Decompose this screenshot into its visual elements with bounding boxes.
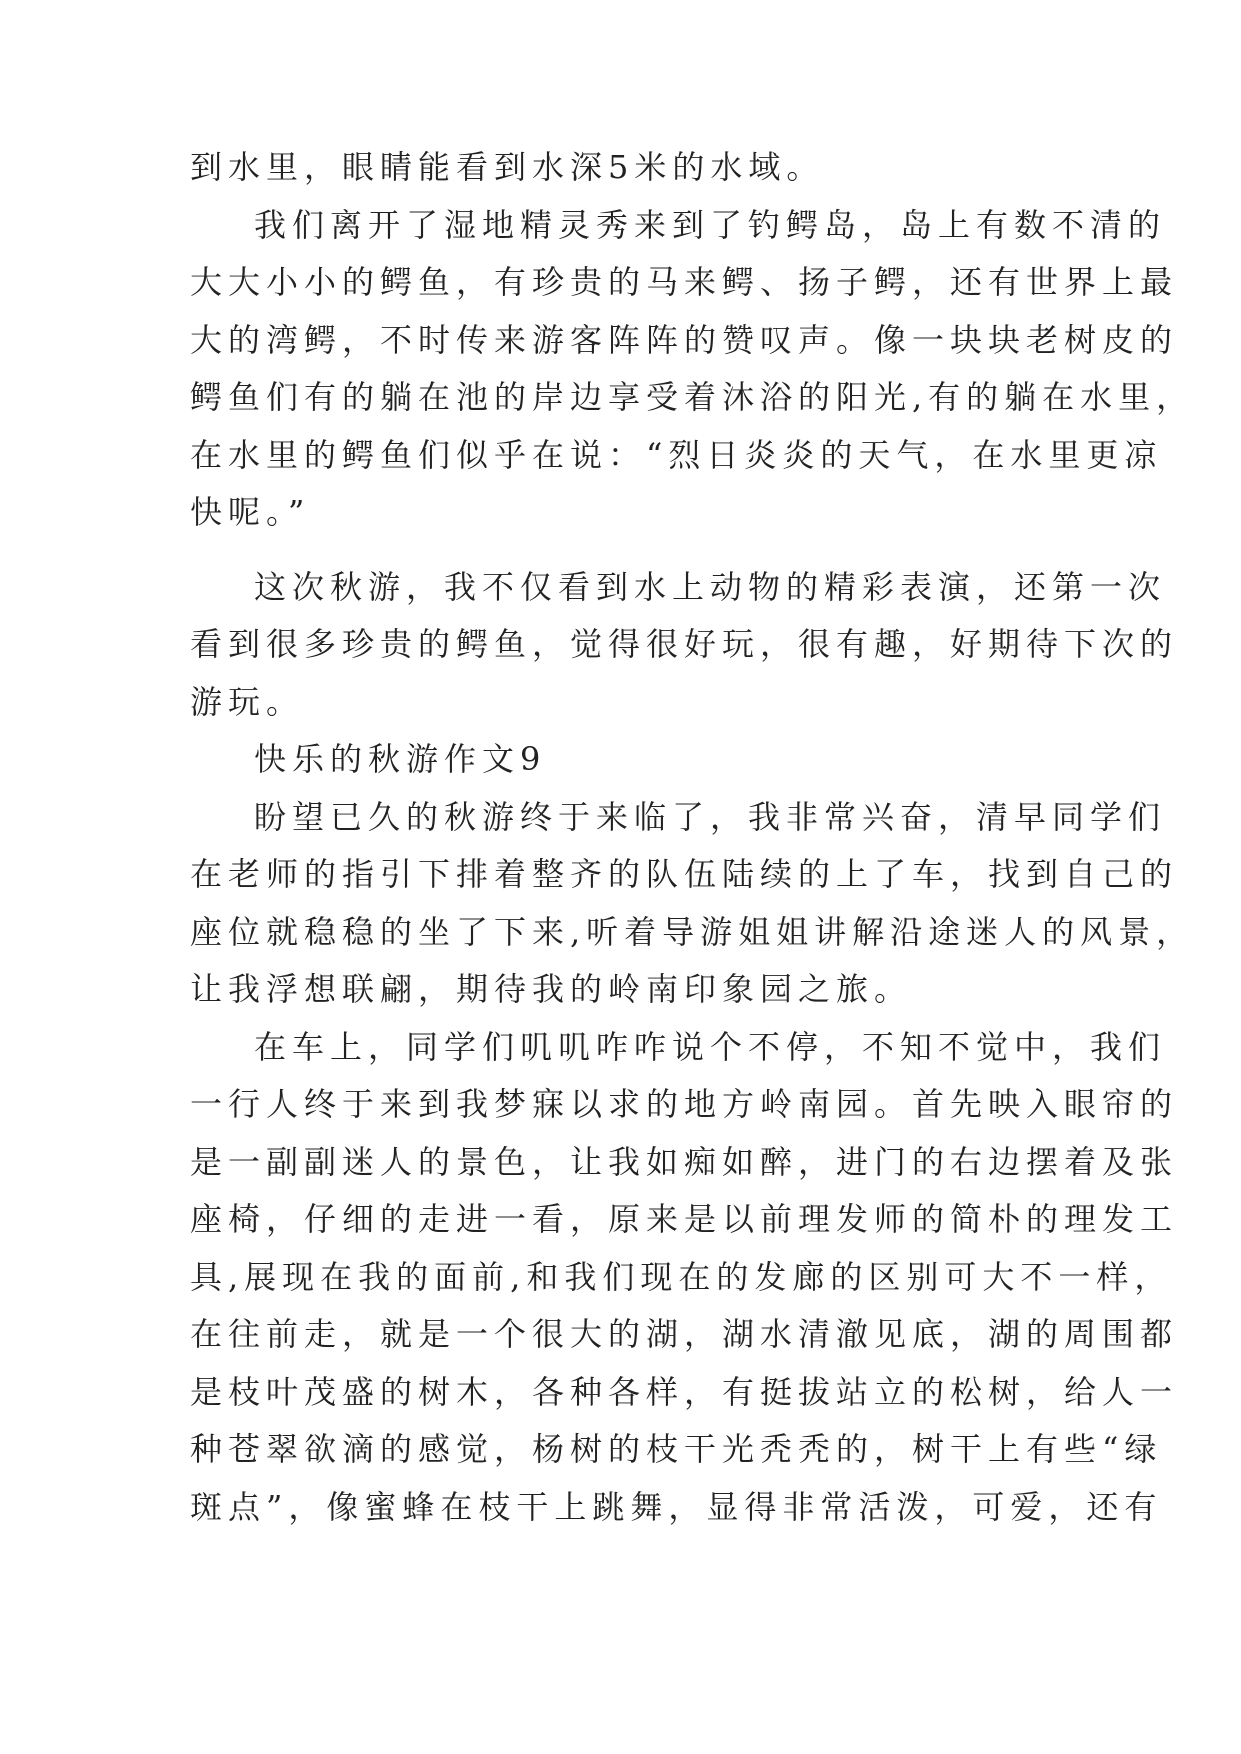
text-line: 是枝叶茂盛的树木，各种各样，有挺拔站立的松树，给人一 bbox=[190, 1373, 1179, 1411]
text-line: 种苍翠欲滴的感觉，杨树的枝干光秃秃的，树干上有些“绿 bbox=[190, 1430, 1163, 1468]
text-line: 是一副副迷人的景色，让我如痴如醉，进门的右边摆着及张 bbox=[190, 1143, 1179, 1181]
text-line: 在车上，同学们叽叽咋咋说个不停，不知不觉中，我们 bbox=[254, 1028, 1167, 1066]
text-line: 到水里，眼睛能看到水深5米的水域。 bbox=[190, 148, 825, 186]
text-line: 在水里的鳄鱼们似乎在说：“烈日炎炎的天气，在水里更凉 bbox=[190, 436, 1163, 474]
text-line: 斑点”，像蜜蜂在枝干上跳舞，显得非常活泼，可爱，还有 bbox=[190, 1488, 1163, 1526]
text-line: 座位就稳稳的坐了下来,听着导游姐姐讲解沿途迷人的风景， bbox=[190, 913, 1195, 951]
text-line: 鳄鱼们有的躺在池的岸边享受着沐浴的阳光,有的躺在水里， bbox=[190, 378, 1195, 416]
text-line: 大大小小的鳄鱼，有珍贵的马来鳄、扬子鳄，还有世界上最 bbox=[190, 263, 1179, 301]
text-line: 我们离开了湿地精灵秀来到了钓鳄岛，岛上有数不清的 bbox=[254, 206, 1167, 244]
text-line: 这次秋游，我不仅看到水上动物的精彩表演，还第一次 bbox=[254, 568, 1167, 606]
text-line: 快呢。” bbox=[190, 493, 311, 531]
text-line: 一行人终于来到我梦寐以求的地方岭南园。首先映入眼帘的 bbox=[190, 1085, 1179, 1123]
text-line: 游玩。 bbox=[190, 683, 305, 721]
text-line: 座椅，仔细的走进一看，原来是以前理发师的简朴的理发工 bbox=[190, 1200, 1179, 1238]
text-line: 在老师的指引下排着整齐的队伍陆续的上了车，找到自己的 bbox=[190, 855, 1179, 893]
text-line: 大的湾鳄，不时传来游客阵阵的赞叹声。像一块块老树皮的 bbox=[190, 321, 1179, 359]
section-heading: 快乐的秋游作文9 bbox=[254, 740, 547, 778]
text-line: 具,展现在我的面前,和我们现在的发廊的区别可大不一样， bbox=[190, 1258, 1173, 1296]
text-line: 看到很多珍贵的鳄鱼，觉得很好玩，很有趣，好期待下次的 bbox=[190, 625, 1179, 663]
text-line: 让我浮想联翩，期待我的岭南印象园之旅。 bbox=[190, 970, 913, 1008]
text-line: 盼望已久的秋游终于来临了，我非常兴奋，清早同学们 bbox=[254, 798, 1167, 836]
text-line: 在往前走，就是一个很大的湖，湖水清澈见底，湖的周围都 bbox=[190, 1315, 1179, 1353]
